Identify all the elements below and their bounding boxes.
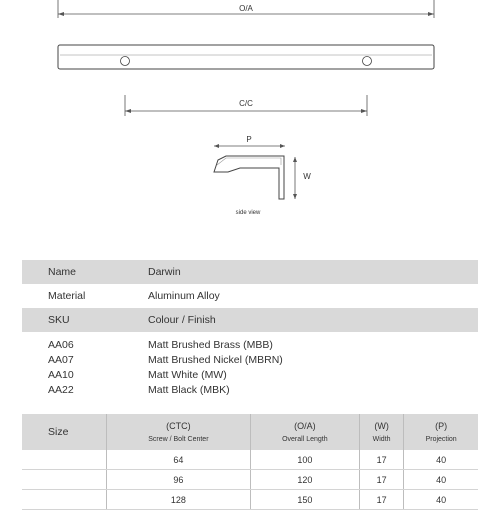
finish-name: Matt Black (MBK) <box>148 384 230 396</box>
table-cell: 17 <box>359 470 403 490</box>
overall-length-label: O/A <box>239 4 253 13</box>
sku-code: AA10 <box>48 369 74 381</box>
side-view-label: side view <box>235 210 261 216</box>
table-cell: 17 <box>359 490 403 510</box>
material-value: Aluminum Alloy <box>148 290 220 302</box>
sku-header-row <box>22 308 478 332</box>
material-row <box>22 284 478 308</box>
column-header <box>107 414 251 450</box>
mounting-hole-icon <box>121 57 130 66</box>
finish-name: Matt Brushed Brass (MBB) <box>148 339 273 351</box>
projection-dimension-line <box>214 144 285 148</box>
sku-label: SKU <box>22 308 122 332</box>
column-name: Overall Length <box>282 436 328 443</box>
table-cell: 17 <box>359 450 403 470</box>
table-cell: 64 <box>107 450 251 470</box>
dimensions-table <box>22 414 478 510</box>
table-row <box>22 450 478 470</box>
width-label: W <box>303 172 311 181</box>
name-label: Name <box>22 260 122 284</box>
column-code: (CTC) <box>166 421 191 431</box>
table-row <box>22 470 478 490</box>
table-cell: 150 <box>250 490 359 510</box>
sku-code: AA22 <box>48 384 74 396</box>
dimensions-header-row <box>22 414 478 450</box>
spec-table <box>22 260 478 402</box>
table-cell: 128 <box>107 490 251 510</box>
handle-front-view <box>58 45 434 69</box>
finish-label: Colour / Finish <box>122 308 478 332</box>
sku-list-row <box>22 332 478 402</box>
column-name: Width <box>372 436 391 443</box>
column-header <box>250 414 359 450</box>
table-cell: 40 <box>404 450 478 470</box>
finish-list <box>122 332 478 402</box>
width-dimension-line <box>293 157 297 199</box>
column-name: Screw / Bolt Center <box>148 436 209 443</box>
finish-name: Matt Brushed Nickel (MBRN) <box>148 354 283 366</box>
column-code: (W) <box>374 421 389 431</box>
projection-label: P <box>246 135 252 144</box>
table-cell: 96 <box>107 470 251 490</box>
handle-side-view <box>214 156 284 199</box>
column-header <box>404 414 478 450</box>
table-cell: 40 <box>404 490 478 510</box>
sku-code: AA07 <box>48 354 74 366</box>
finish-name: Matt White (MW) <box>148 369 227 381</box>
table-cell: 40 <box>404 470 478 490</box>
column-name: Projection <box>425 436 457 443</box>
mounting-hole-icon <box>363 57 372 66</box>
technical-drawing <box>0 0 500 240</box>
table-cell: 100 <box>250 450 359 470</box>
sku-code: AA06 <box>48 339 74 351</box>
handle-drawing-svg <box>0 0 500 240</box>
material-label: Material <box>48 290 86 302</box>
name-value: Darwin <box>122 260 478 284</box>
column-code: (P) <box>435 421 448 431</box>
sku-list <box>22 332 122 402</box>
size-label: Size <box>22 414 107 450</box>
table-cell: 120 <box>250 470 359 490</box>
column-code: (O/A) <box>294 421 316 431</box>
center-to-center-label: C/C <box>239 99 253 108</box>
column-header <box>359 414 403 450</box>
name-row <box>22 260 478 284</box>
